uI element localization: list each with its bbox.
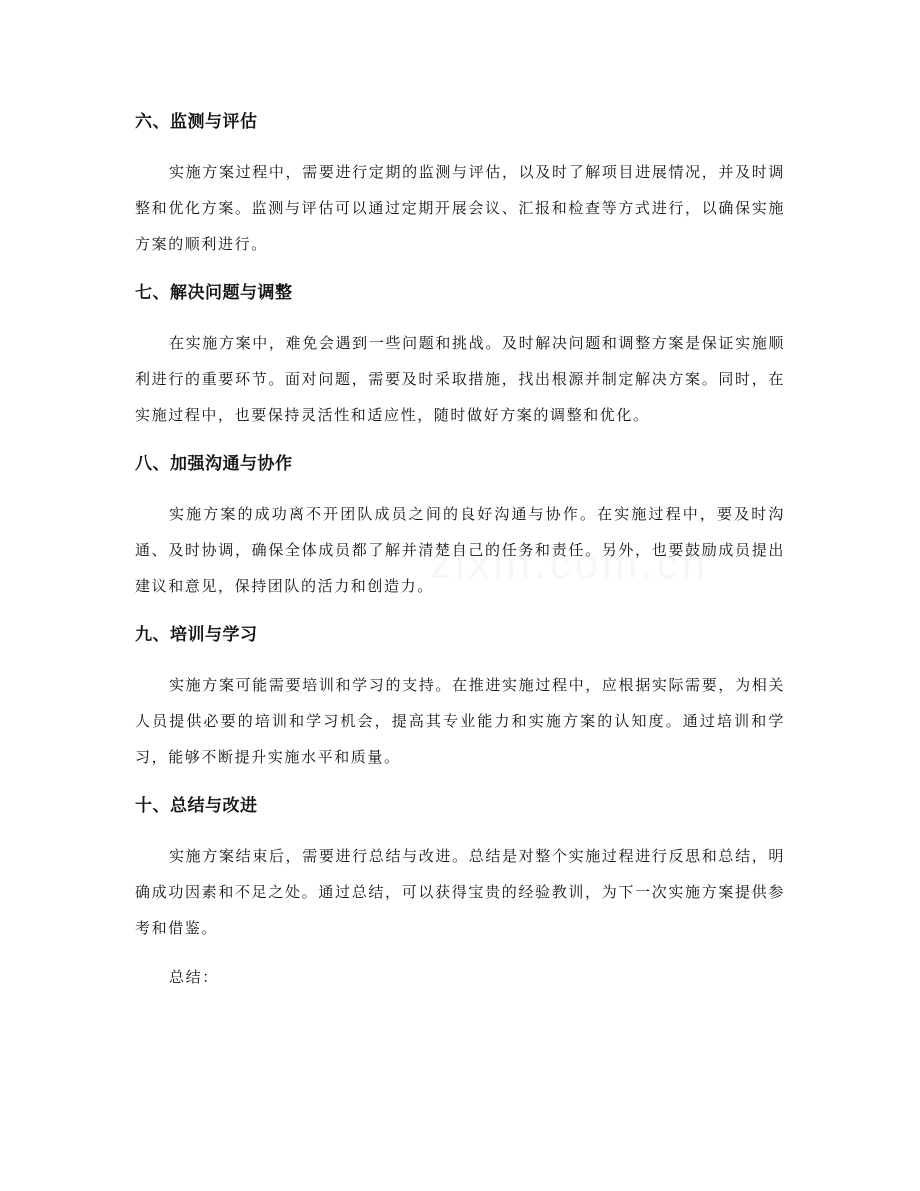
section-heading: 七、解决问题与调整	[135, 283, 293, 303]
document-body	[135, 104, 785, 995]
section-heading: 六、监测与评估	[135, 112, 258, 132]
section-paragraph: 实施方案可能需要培训和学习的支持。在推进实施过程中，应根据实际需要，为相关人员提供必要的培训和学习机会，提高其专业能力和实施方案的认知度。通过培训和学习，能够不断提升实施水平和质量。	[135, 676, 785, 766]
section-paragraph: 实施方案的成功离不开团队成员之间的良好沟通与协作。在实施过程中，要及时沟通、及时协调，确保全体成员都了解并清楚自己的任务和责任。另外，也要鼓励成员提出建议和意见，保持团队的活力和创造力。	[135, 505, 785, 595]
section-communication	[135, 446, 785, 604]
section-training	[135, 617, 785, 775]
section-paragraph: 实施方案过程中，需要进行定期的监测与评估，以及时了解项目进展情况，并及时调整和优化方案。监测与评估可以通过定期开展会议、汇报和检查等方式进行，以确保实施方案的顺利进行。	[135, 163, 785, 253]
section-summary-improvement	[135, 788, 785, 946]
section-paragraph: 实施方案结束后，需要进行总结与改进。总结是对整个实施过程进行反思和总结，明确成功因素和不足之处。通过总结，可以获得宝贵的经验教训，为下一次实施方案提供参考和借鉴。	[135, 847, 785, 937]
closing-label: 总结：	[169, 968, 219, 986]
section-paragraph: 在实施方案中，难免会遇到一些问题和挑战。及时解决问题和调整方案是保证实施顺利进行的重要环节。面对问题，需要及时采取措施，找出根源并制定解决方案。同时，在实施过程中，也要保持灵活性和适应性，随时做好方案的调整和优化。	[135, 334, 785, 424]
section-monitoring	[135, 104, 785, 262]
section-heading: 八、加强沟通与协作	[135, 454, 293, 474]
section-heading: 九、培训与学习	[135, 625, 258, 645]
section-problem-solving	[135, 275, 785, 433]
section-heading: 十、总结与改进	[135, 796, 258, 816]
